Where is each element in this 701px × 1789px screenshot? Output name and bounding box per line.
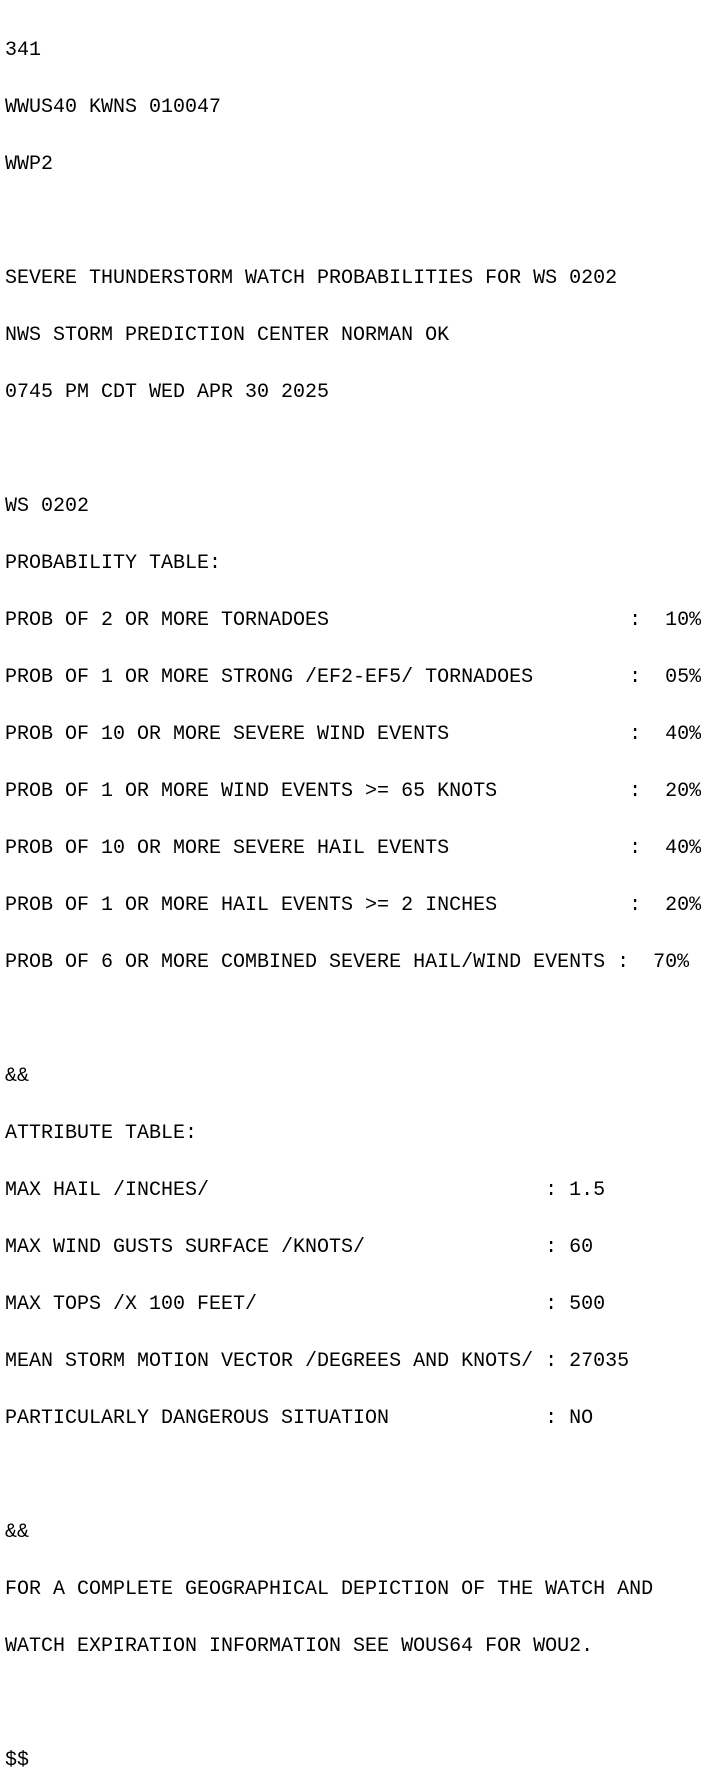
issue-time: 0745 PM CDT WED APR 30 2025 <box>5 381 330 404</box>
footer-note-line-1: FOR A COMPLETE GEOGRAPHICAL DEPICTION OF THE WATCH AND <box>5 1578 654 1601</box>
probability-table-heading: PROBABILITY TABLE: <box>5 552 222 575</box>
attribute-table-heading: ATTRIBUTE TABLE: <box>5 1122 198 1145</box>
probability-row-combined: PROB OF 6 OR MORE COMBINED SEVERE HAIL/WIND EVENTS : 70% <box>5 951 690 974</box>
attribute-row-max-tops: MAX TOPS /X 100 FEET/ : 500 <box>5 1293 606 1316</box>
probability-row-hail-2in: PROB OF 1 OR MORE HAIL EVENTS >= 2 INCHES : 20% <box>5 894 701 917</box>
probability-row-severe-hail: PROB OF 10 OR MORE SEVERE HAIL EVENTS : 40% <box>5 837 701 860</box>
section-separator: && <box>5 1521 30 1544</box>
blank-line <box>5 1466 701 1485</box>
wmo-header-line: WWUS40 KWNS 010047 <box>5 96 222 119</box>
bulletin-text <box>5 3 701 1789</box>
section-separator: && <box>5 1065 30 1088</box>
blank-line <box>5 1010 701 1029</box>
attribute-row-storm-motion: MEAN STORM MOTION VECTOR /DEGREES AND KNOTS/ : 27035 <box>5 1350 630 1373</box>
probability-row-wind-65kt: PROB OF 1 OR MORE WIND EVENTS >= 65 KNOTS : 20% <box>5 780 701 803</box>
blank-line <box>5 440 701 459</box>
attribute-row-pds: PARTICULARLY DANGEROUS SITUATION : NO <box>5 1407 594 1430</box>
bulletin-title: SEVERE THUNDERSTORM WATCH PROBABILITIES FOR WS 0202 <box>5 267 618 290</box>
probability-row-tornadoes: PROB OF 2 OR MORE TORNADOES : 10% <box>5 609 701 632</box>
end-of-product: $$ <box>5 1749 30 1772</box>
blank-line <box>5 1694 701 1713</box>
watch-id: WS 0202 <box>5 495 90 518</box>
blank-line <box>5 212 701 231</box>
product-id-line: 341 <box>5 39 42 62</box>
awips-id-line: WWP2 <box>5 153 54 176</box>
attribute-row-max-wind: MAX WIND GUSTS SURFACE /KNOTS/ : 60 <box>5 1236 594 1259</box>
issuing-office: NWS STORM PREDICTION CENTER NORMAN OK <box>5 324 450 347</box>
footer-note-line-2: WATCH EXPIRATION INFORMATION SEE WOUS64 FOR WOU2. <box>5 1635 594 1658</box>
probability-row-strong-tornadoes: PROB OF 1 OR MORE STRONG /EF2-EF5/ TORNADOES : 05% <box>5 666 701 689</box>
probability-row-severe-wind: PROB OF 10 OR MORE SEVERE WIND EVENTS : 40% <box>5 723 701 746</box>
attribute-row-max-hail: MAX HAIL /INCHES/ : 1.5 <box>5 1179 606 1202</box>
